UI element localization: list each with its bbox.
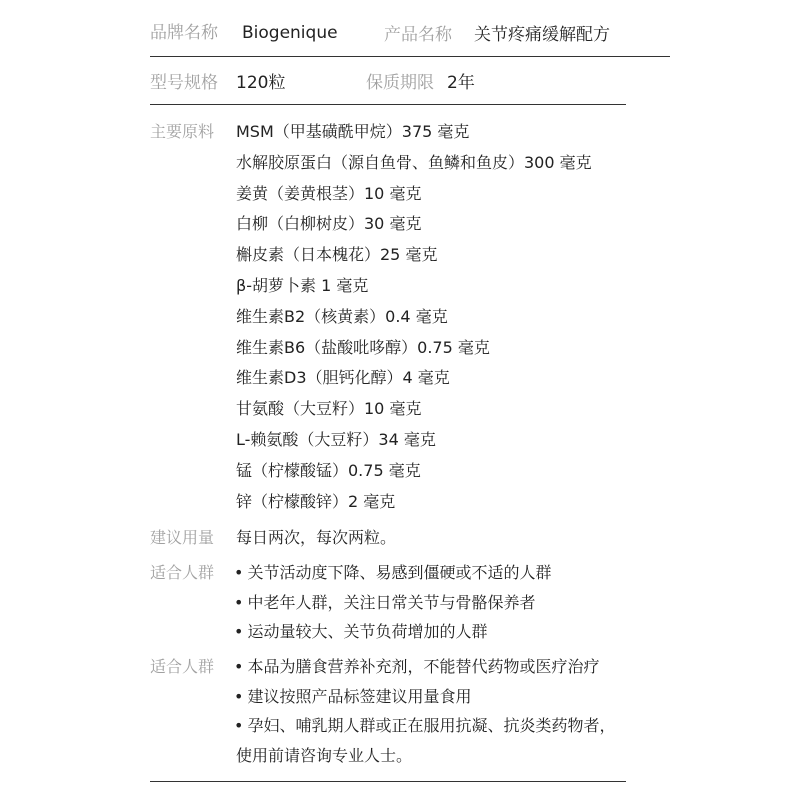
notes-item <box>234 656 615 686</box>
dosage-value: 每日两次，每次两粒。 <box>236 528 397 547</box>
notes-item-continuation: 使用前请咨询专业人士。 <box>236 745 413 765</box>
divider-bottom <box>150 781 626 782</box>
ingredient-item: 维生素B2（核黄素）0.4 毫克 <box>236 306 448 326</box>
ingredient-item: 锰（柠檬酸锰）0.75 毫克 <box>236 460 421 480</box>
notes-list <box>234 656 615 774</box>
brand-value: Biogenique <box>242 23 338 43</box>
audience-item <box>234 621 551 651</box>
product-label: 产品名称 <box>384 25 452 45</box>
ingredient-item: 姜黄（姜黄根茎）10 毫克 <box>236 183 422 203</box>
ingredient-item: MSM（甲基磺酰甲烷）375 毫克 <box>236 122 470 141</box>
ingredients-list <box>236 121 592 521</box>
bullet-icon: • <box>234 716 244 735</box>
bullet-icon: • <box>234 622 244 641</box>
divider-top <box>150 56 670 57</box>
bullet-icon: • <box>234 657 244 676</box>
notes-item-text: 本品为膳食营养补充剂，不能替代药物或医疗治疗 <box>247 657 600 676</box>
audience-item <box>234 592 551 622</box>
divider-middle <box>150 104 626 105</box>
audience-item-text: 关节活动度下降、易感到僵硬或不适的人群 <box>247 563 552 582</box>
ingredient-item: 白柳（白柳树皮）30 毫克 <box>236 214 422 234</box>
audience-list <box>234 562 551 651</box>
audience-item-text: 运动量较大、关节负荷增加的人群 <box>247 622 488 641</box>
notes-item-text: 孕妇、哺乳期人群或正在服用抗凝、抗炎类药物者， <box>247 716 616 735</box>
notes-item-text: 建议按照产品标签建议用量食用 <box>247 686 472 706</box>
ingredient-item: 锌（柠檬酸锌）2 毫克 <box>236 491 396 511</box>
spec-label: 型号规格 <box>150 73 218 93</box>
notes-label: 适合人群 <box>150 657 215 676</box>
ingredient-item: 维生素D3（胆钙化醇）4 毫克 <box>236 368 450 388</box>
audience-item-text: 中老年人群，关注日常关节与骨骼保养者 <box>247 592 536 612</box>
spec-value: 120粒 <box>236 73 286 93</box>
notes-item <box>234 715 615 745</box>
notes-item <box>234 686 615 716</box>
ingredient-item: 甘氨酸（大豆籽）10 毫克 <box>236 399 422 419</box>
dosage-label: 建议用量 <box>150 528 215 547</box>
audience-item <box>234 562 551 592</box>
brand-label: 品牌名称 <box>150 23 218 43</box>
ingredient-item: β-胡萝卜素 1 毫克 <box>236 275 369 295</box>
ingredient-item: 维生素B6（盐酸吡哆醇）0.75 毫克 <box>236 337 490 357</box>
ingredient-item: 水解胶原蛋白（源自鱼骨、鱼鳞和鱼皮）300 毫克 <box>236 152 592 172</box>
shelf-label: 保质期限 <box>366 73 434 93</box>
audience-label: 适合人群 <box>150 563 215 582</box>
bullet-icon: • <box>234 563 244 582</box>
shelf-value: 2年 <box>447 73 475 93</box>
ingredients-label: 主要原料 <box>150 122 215 141</box>
ingredient-item: L-赖氨酸（大豆籽）34 毫克 <box>236 429 436 449</box>
bullet-icon: • <box>234 592 244 612</box>
bullet-icon: • <box>234 686 244 706</box>
ingredient-item: 槲皮素（日本槐花）25 毫克 <box>236 245 438 265</box>
product-value: 关节疼痛缓解配方 <box>474 25 610 45</box>
